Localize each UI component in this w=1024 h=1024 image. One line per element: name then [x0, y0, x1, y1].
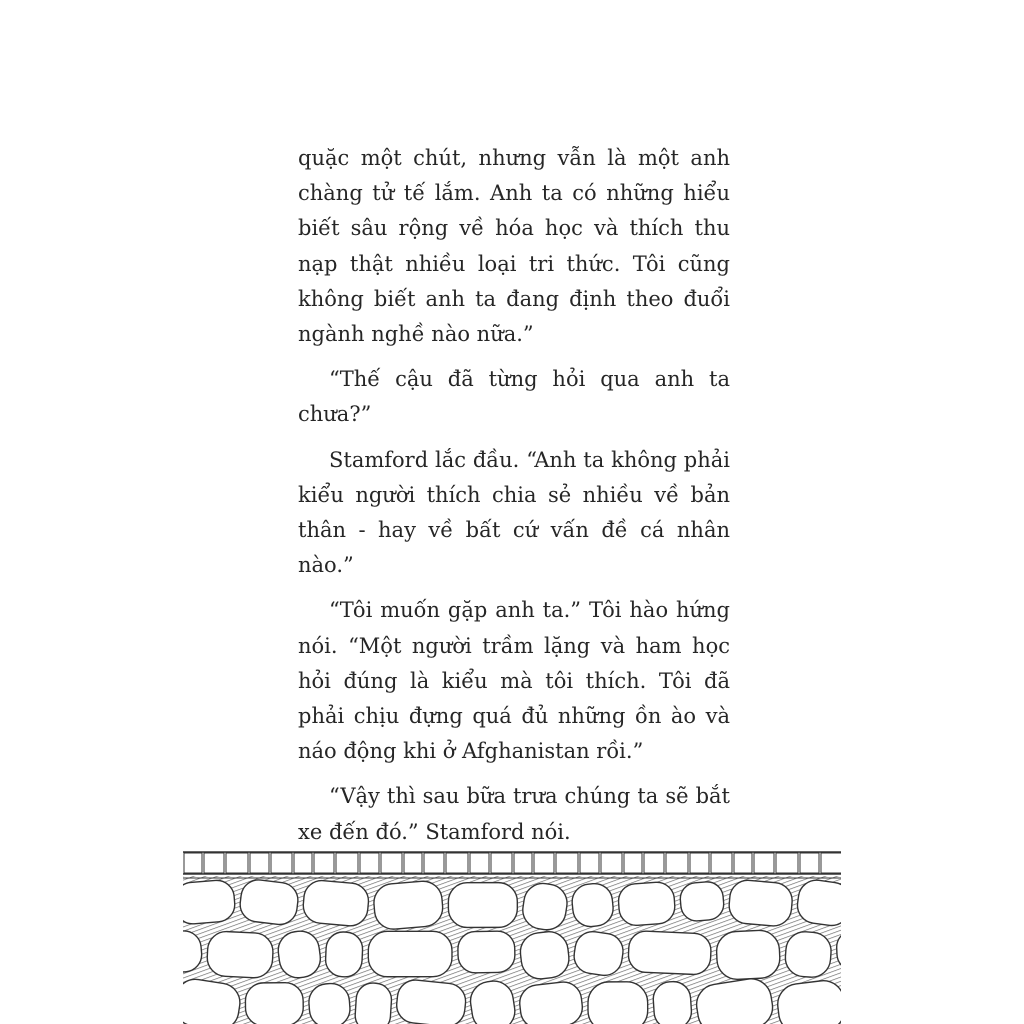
wall-stone [372, 880, 444, 931]
cap-brick [734, 853, 752, 873]
wall-stone [679, 881, 725, 923]
wall-stone [354, 982, 392, 1024]
cap-brick [381, 853, 402, 873]
wall-stone [238, 878, 300, 926]
cap-brick [250, 853, 269, 873]
stone-wall-illustration [183, 850, 841, 1024]
cap-brick [644, 853, 664, 873]
cap-brick [711, 853, 732, 873]
wall-stone [716, 930, 781, 981]
wall-cap-row [184, 853, 841, 873]
cap-brick [556, 853, 578, 873]
wall-stone [183, 879, 236, 925]
wall-stone [206, 931, 273, 979]
wall-stone [395, 978, 467, 1024]
wall-stones [183, 878, 841, 1024]
cap-brick [601, 853, 622, 873]
cap-brick [226, 853, 248, 873]
cap-brick [336, 853, 358, 873]
cap-brick [754, 853, 774, 873]
wall-stone [784, 930, 832, 978]
wall-stone [458, 931, 516, 973]
wall-stone [368, 931, 452, 977]
wall-stone [652, 981, 692, 1024]
paragraph-stamford-reply: Stamford lắc đầu. “Anh ta không phải kiểu người thích chia sẻ nhiều về bản thân - hay về bất cứ vấn đề cá nhân nào.” [298, 447, 730, 578]
wall-stone [518, 930, 571, 981]
cap-brick [294, 853, 312, 873]
wall-stone [571, 882, 615, 928]
cap-brick [534, 853, 554, 873]
wall-stone [325, 931, 363, 977]
cap-brick [514, 853, 532, 873]
cap-brick [446, 853, 468, 873]
stone-wall-drawing [183, 850, 841, 1024]
cap-brick [204, 853, 224, 873]
cap-brick [624, 853, 642, 873]
cap-brick [800, 853, 819, 873]
cap-brick [184, 853, 202, 873]
wall-stone [628, 930, 712, 975]
paragraph-closing: “Vậy thì sau bữa trưa chúng ta sẽ bắt xe đến đó.” Stamford nói. [298, 784, 730, 844]
cap-brick [314, 853, 334, 873]
cap-brick [404, 853, 422, 873]
cap-brick [666, 853, 688, 873]
cap-brick [690, 853, 709, 873]
cap-brick [821, 853, 841, 873]
cap-brick [491, 853, 512, 873]
wall-stone [245, 982, 303, 1024]
cap-brick [580, 853, 599, 873]
wall-stone [617, 881, 676, 926]
paragraph-continued: quặc một chút, nhưng vẫn là một anh chàng tử tế lắm. Anh ta có những hiểu biết sâu rộng về hóa học và thích thu nạp thật nhiều loại tri thức. Tôi cũng không biết anh ta đang định theo đuổi ngành nghề nào nữa.” [298, 146, 730, 347]
wall-stone [728, 879, 794, 928]
body-text [298, 141, 730, 860]
cap-brick [360, 853, 379, 873]
cap-brick [470, 853, 489, 873]
wall-stone [448, 883, 517, 928]
cap-brick [776, 853, 798, 873]
paragraph-question: “Thế cậu đã từng hỏi qua anh ta chưa?” [298, 367, 730, 427]
wall-stone [588, 982, 648, 1024]
cap-brick [424, 853, 444, 873]
wall-stone [302, 879, 370, 927]
paragraph-narrator: “Tôi muốn gặp anh ta.” Tôi hào hứng nói. “Một người trầm lặng và ham học hỏi đúng là kiểu mà tôi thích. Tôi đã phải chịu đựng quá đủ những ồn ào và náo động khi ở Afghanistan rồi.” [298, 598, 730, 764]
cap-brick [271, 853, 292, 873]
